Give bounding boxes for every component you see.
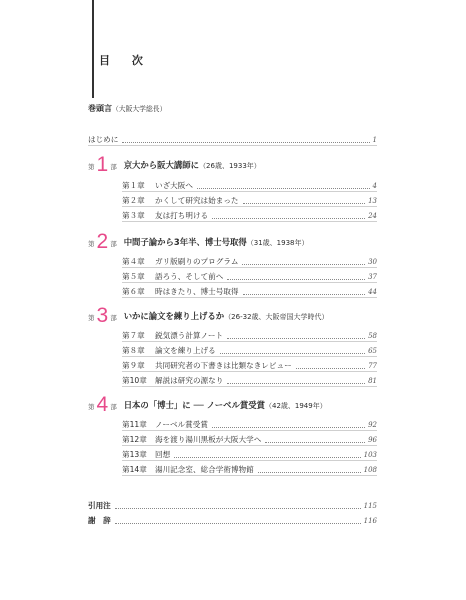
toc-entry-chapter-7[interactable] [122, 327, 377, 342]
part-heading-1[interactable] [88, 153, 261, 175]
chapter-number: 第５章 [122, 272, 145, 281]
page-number: 30 [368, 258, 377, 266]
part-title-text: 京大から阪大講師に [123, 160, 200, 170]
part-subtitle: （31歳、1938年） [246, 239, 309, 247]
toc-entry-chapter-9[interactable] [122, 357, 377, 372]
toc-entry-chapter-4[interactable] [122, 253, 377, 268]
leader-dots [174, 457, 360, 458]
margin-rule [92, 0, 94, 98]
chapter-title: 回想 [155, 450, 171, 459]
part-number: 2 [96, 230, 109, 253]
page-number: 4 [372, 182, 377, 190]
part-label-suffix: 部 [110, 163, 117, 171]
page-number: 58 [368, 332, 377, 340]
page-number: 116 [363, 517, 377, 525]
part-subtitle: （26-32歳、大阪帝国大学時代） [224, 313, 329, 321]
chapter-title: 論文を練り上げる [155, 346, 216, 355]
page-number: 115 [363, 502, 377, 510]
page-number: 103 [363, 451, 377, 459]
page-number: 81 [368, 377, 377, 385]
part-label-suffix: 部 [110, 403, 117, 411]
chapter-title: かくして研究は始まった [155, 196, 239, 205]
leader-dots [115, 523, 361, 524]
part-label-prefix: 第 [88, 240, 95, 248]
leader-dots [122, 142, 369, 143]
chapter-title: 海を渡り湯川黒板が大阪大学へ [155, 435, 262, 444]
chapter-number: 第10章 [122, 376, 147, 385]
chapter-number: 第９章 [122, 361, 145, 370]
part-title [124, 399, 327, 411]
chapter-number: 第14章 [122, 465, 147, 474]
leader-dots [243, 203, 366, 204]
leader-dots [227, 279, 365, 280]
preface-heading [88, 103, 166, 114]
chapter-number: 第13章 [122, 450, 147, 459]
toc-entry-chapter-11[interactable] [122, 416, 377, 431]
part-title-text: いかに論文を練り上げるか [123, 311, 225, 321]
part-title-text: 中間子論から3年半、博士号取得 [123, 237, 247, 247]
page-number: 24 [368, 212, 377, 220]
chapter-title: いざ大阪へ [155, 181, 193, 190]
chapter-number: 第11章 [122, 420, 147, 429]
leader-dots [243, 294, 366, 295]
toc-entry-chapter-1[interactable] [122, 177, 377, 192]
leader-dots [227, 338, 365, 339]
page-number: 92 [368, 421, 377, 429]
leader-dots [265, 442, 365, 443]
leader-dots [212, 427, 365, 428]
page-number: 13 [368, 197, 377, 205]
part-title [124, 159, 261, 171]
leader-dots [220, 353, 365, 354]
leader-dots [227, 383, 365, 384]
leader-dots [258, 472, 361, 473]
chapter-number: 第２章 [122, 196, 145, 205]
toc-entry-intro[interactable] [88, 131, 377, 146]
chapter-title: ノーベル賞受賞 [155, 420, 208, 429]
part-title-text: 日本の「博士」に ── ノーベル賞受賞 [123, 400, 265, 410]
chapter-number: 第４章 [122, 257, 145, 266]
chapter-number: 第12章 [122, 435, 147, 444]
chapter-title: 共同研究者の下書きは比類なきレビュー [155, 361, 292, 370]
leader-dots [212, 218, 365, 219]
part-label-prefix: 第 [88, 163, 95, 171]
part-number: 3 [96, 304, 109, 327]
chapter-number: 第７章 [122, 331, 145, 340]
toc-entry-chapter-10[interactable] [122, 372, 377, 387]
page-number: 96 [368, 436, 377, 444]
page-number: 65 [368, 347, 377, 355]
page-number: 37 [368, 273, 377, 281]
chapter-title: 湯川記念室、総合学術博物館 [155, 465, 254, 474]
leader-dots [197, 188, 370, 189]
toc-entry-chapter-5[interactable] [122, 268, 377, 283]
chapter-title: 語ろう、そして前へ [155, 272, 224, 281]
page-number: 77 [368, 362, 377, 370]
toc-entry-chapter-2[interactable] [122, 192, 377, 207]
part-title [124, 236, 309, 248]
toc-entry-chapter-12[interactable] [122, 431, 377, 446]
chapter-number: 第３章 [122, 211, 145, 220]
page-number: 44 [368, 288, 377, 296]
part-title [124, 310, 329, 322]
toc-title: 目 次 [99, 54, 152, 67]
toc-entry-chapter-8[interactable] [122, 342, 377, 357]
part-number: 1 [96, 153, 109, 176]
chapter-title: 時はきたり、博士号取得 [155, 287, 239, 296]
entry-label: はじめに [88, 135, 119, 144]
leader-dots [296, 368, 365, 369]
chapter-title: 友は打ち明ける [155, 211, 209, 220]
leader-dots [115, 508, 361, 509]
page-number: 1 [372, 136, 377, 144]
part-heading-3[interactable] [88, 304, 329, 326]
part-subtitle: （42歳、1949年） [264, 402, 327, 410]
chapter-title: 解説は研究の源なり [155, 376, 224, 385]
page-number: 108 [363, 466, 377, 474]
preface-subtitle: （大阪大学総長） [112, 105, 167, 113]
part-label-prefix: 第 [88, 314, 95, 322]
part-label-prefix: 第 [88, 403, 95, 411]
chapter-title: ガリ版刷りのプログラム [155, 257, 239, 266]
toc-entry-chapter-14[interactable] [122, 461, 377, 476]
chapter-number: 第８章 [122, 346, 145, 355]
part-heading-4[interactable] [88, 393, 327, 415]
chapter-number: 第１章 [122, 181, 145, 190]
part-heading-2[interactable] [88, 230, 309, 252]
entry-label: 引用注 [88, 501, 111, 510]
preface-title: 巻頭言 [88, 104, 112, 113]
leader-dots [242, 264, 365, 265]
part-label-suffix: 部 [110, 240, 117, 248]
toc-entry-chapter-13[interactable] [122, 446, 377, 461]
chapter-title: 鋭気漂う計算ノート [155, 331, 224, 340]
part-label-suffix: 部 [110, 314, 117, 322]
part-subtitle: （26歳、1933年） [199, 162, 261, 170]
part-number: 4 [96, 393, 109, 416]
toc-entry-chapter-6[interactable] [122, 283, 377, 298]
toc-entry-acknowledgments[interactable] [88, 512, 377, 526]
entry-label: 謝 辞 [88, 516, 111, 525]
toc-entry-chapter-3[interactable] [122, 207, 377, 222]
toc-entry-notes[interactable] [88, 497, 377, 511]
chapter-number: 第６章 [122, 287, 145, 296]
